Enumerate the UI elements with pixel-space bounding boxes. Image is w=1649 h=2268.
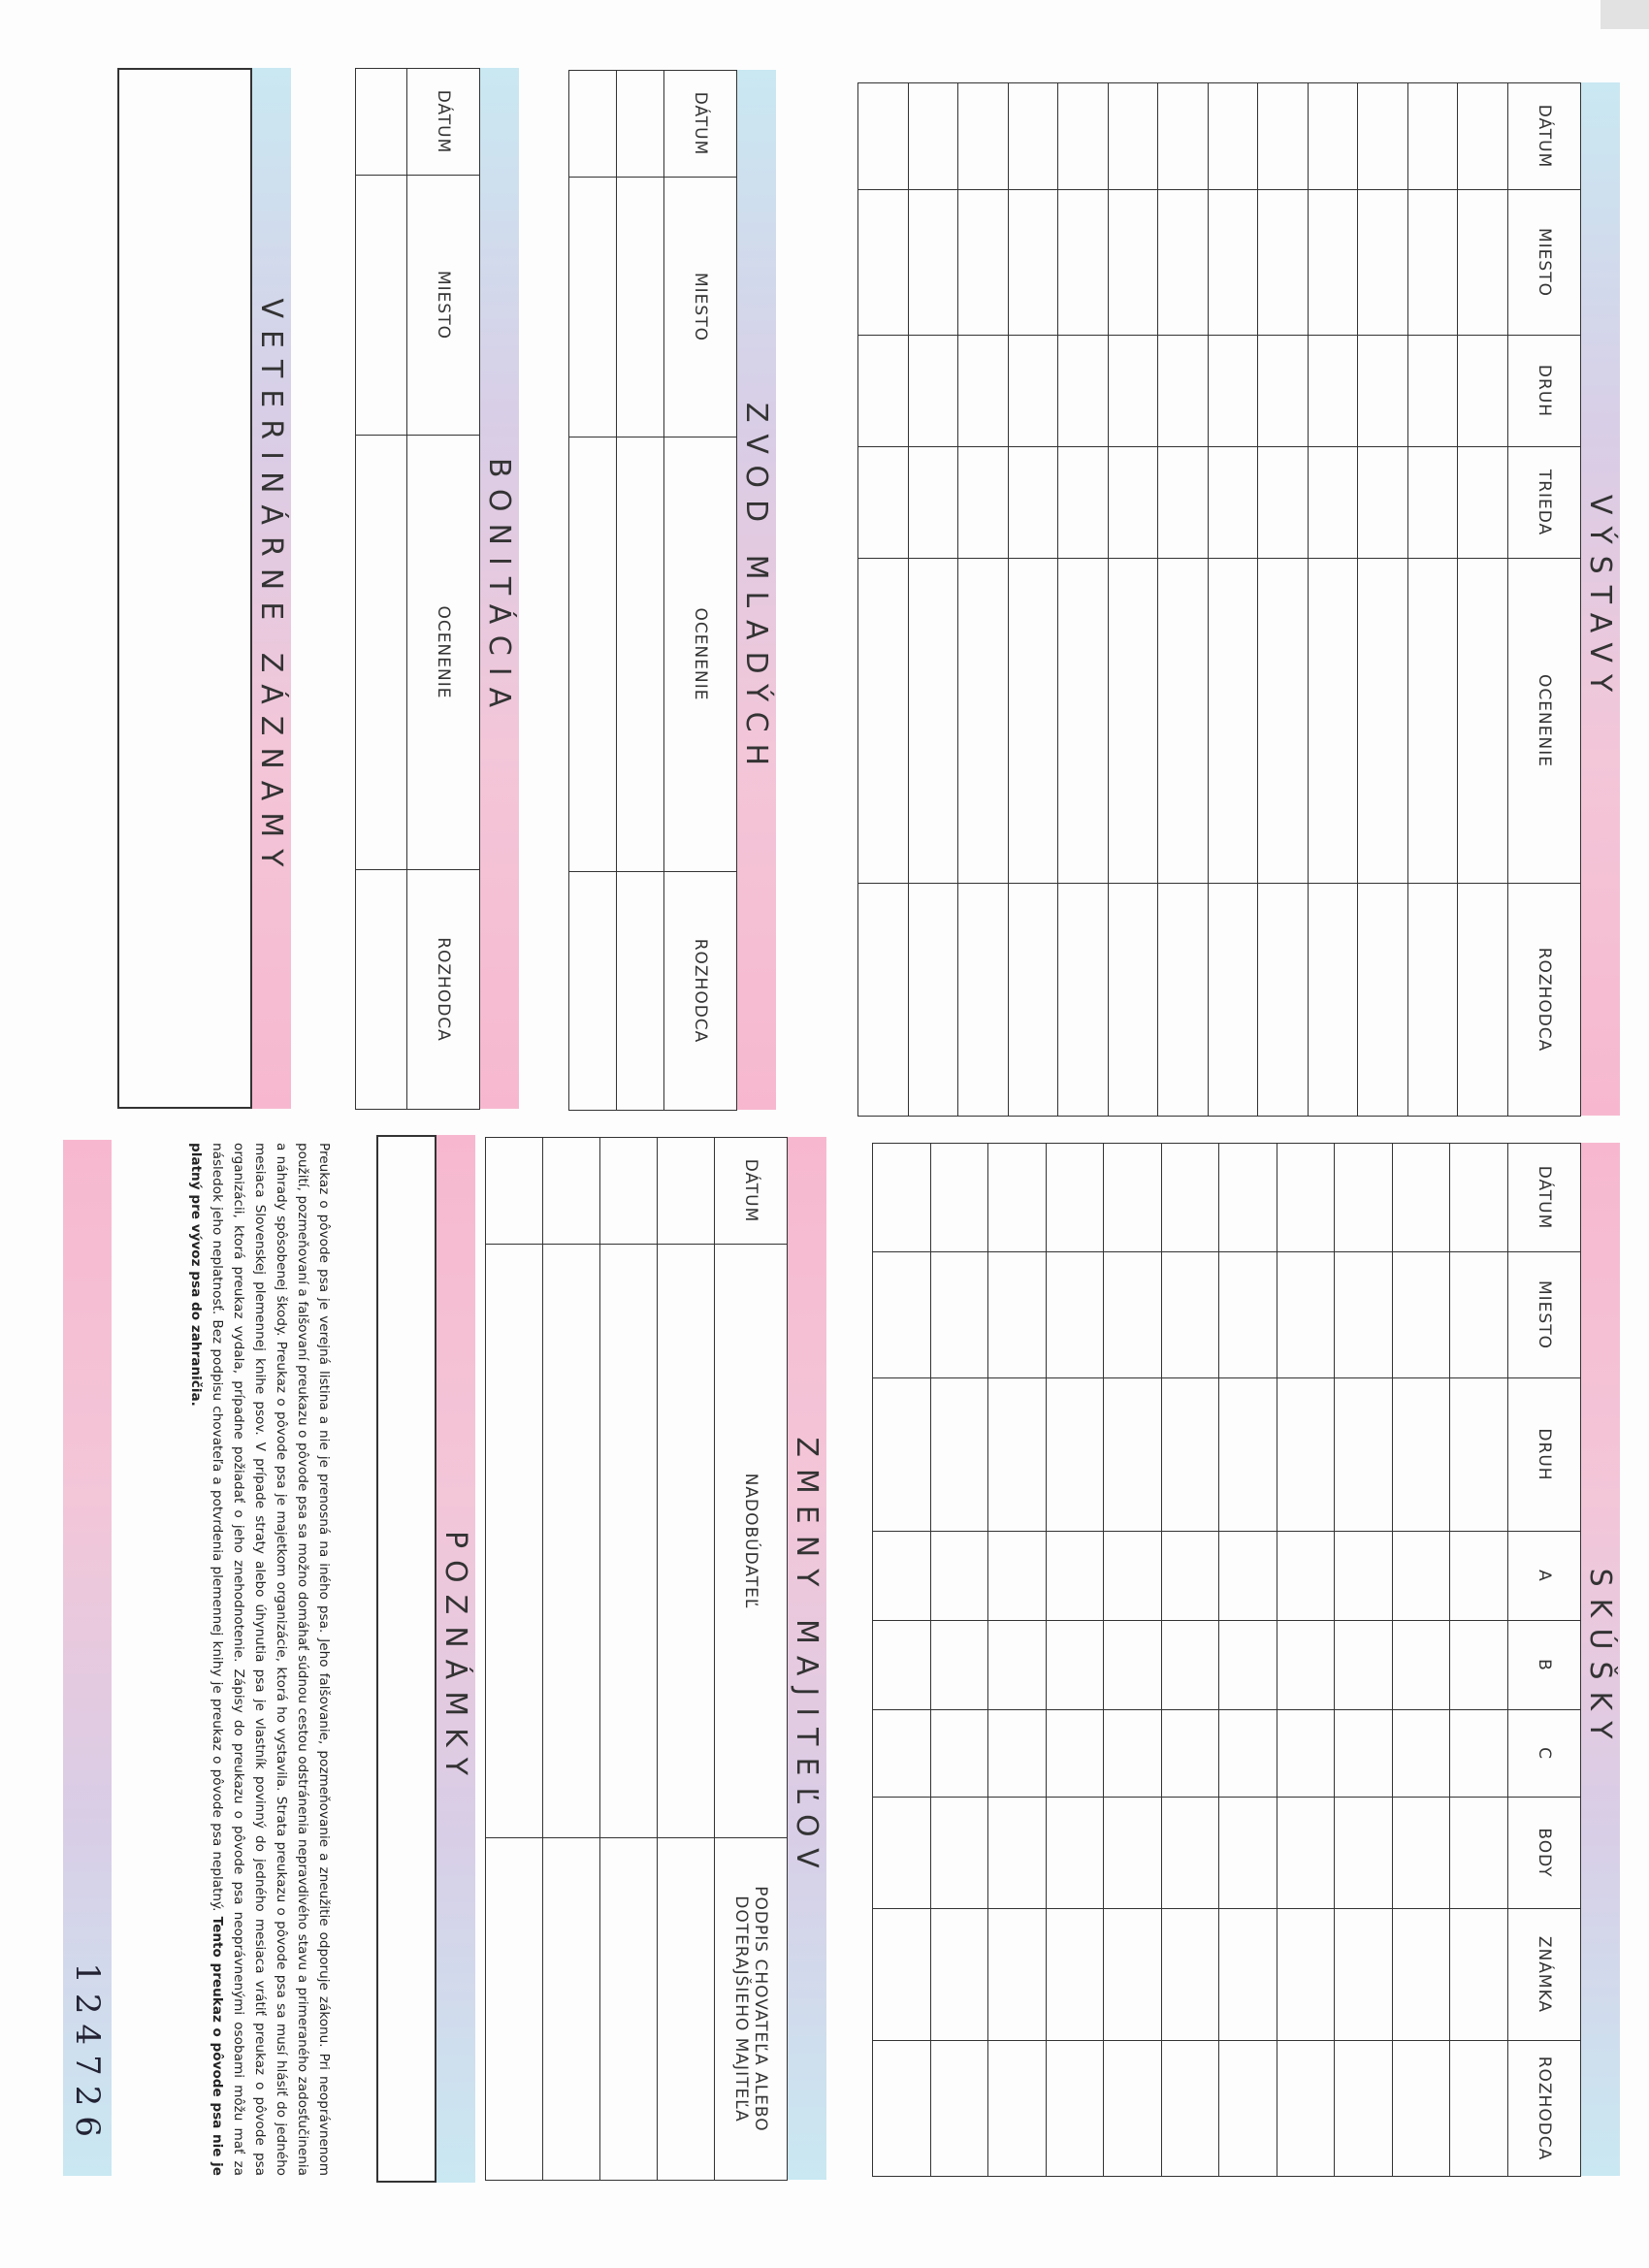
skusky-cell[interactable] [1335,1378,1393,1532]
skusky-col-header: A [1508,1532,1581,1621]
vystavy-cell[interactable] [1009,83,1059,190]
vystavy-cell[interactable] [1158,447,1209,559]
skusky-cell[interactable] [1450,2041,1508,2177]
skusky-cell[interactable] [1450,1532,1508,1621]
skusky-cell[interactable] [931,1144,989,1252]
veterinarne-title: VETERINÁRNE ZÁZNAMY [254,298,289,879]
vystavy-cell[interactable] [1109,884,1159,1117]
vystavy-cell[interactable] [1408,336,1459,447]
vystavy-cell[interactable] [1009,447,1059,559]
vystavy-cell[interactable] [958,83,1009,190]
skusky-cell[interactable] [1277,1252,1336,1378]
vystavy-cell[interactable] [1408,884,1459,1117]
zmeny-header-band [788,1137,826,2180]
zmeny-col-header: NADOBÚDATEĽ [715,1245,788,1838]
vystavy-cell[interactable] [1058,190,1109,336]
skusky-cell[interactable] [1335,1710,1393,1798]
vystavy-cell[interactable] [909,884,959,1117]
vystavy-cell[interactable] [1458,559,1508,884]
serial-number: 124726 [68,1962,107,2147]
skusky-cell[interactable] [1393,1252,1451,1378]
zvod-col-header: ROZHODCA [664,872,737,1111]
skusky-cell[interactable] [1450,1252,1508,1378]
zvod-cell[interactable] [569,437,617,872]
skusky-cell[interactable] [873,2041,931,2177]
zmeny-cell[interactable] [600,1138,658,1245]
vystavy-col-header: DÁTUM [1508,83,1581,190]
vystavy-cell[interactable] [1109,447,1159,559]
skusky-cell[interactable] [1104,1909,1162,2041]
skusky-cell[interactable] [1393,2041,1451,2177]
vystavy-cell[interactable] [1458,447,1508,559]
skusky-cell[interactable] [1393,1798,1451,1909]
table-row [988,1144,1047,2177]
zvod-col-header: OCENENIE [664,437,737,872]
table-row [1258,83,1309,1117]
skusky-col-header: DÁTUM [1508,1144,1581,1252]
skusky-col-header: DRUH [1508,1378,1581,1532]
zmeny-col-header: DÁTUM [715,1138,788,1245]
vystavy-cell[interactable] [1458,336,1508,447]
vystavy-cell[interactable] [1109,336,1159,447]
skusky-cell[interactable] [1335,1532,1393,1621]
bonitacia-table [355,68,480,1110]
skusky-cell[interactable] [873,1532,931,1621]
legal-notice [185,1143,335,2176]
vystavy-cell[interactable] [1058,83,1109,190]
vystavy-cell[interactable] [1209,447,1259,559]
zmeny-cell[interactable] [658,1138,715,1245]
vystavy-cell[interactable] [1358,336,1408,447]
skusky-cell[interactable] [1335,1144,1393,1252]
vystavy-cell[interactable] [1158,884,1209,1117]
vystavy-cell[interactable] [1309,559,1359,884]
skusky-title: SKÚŠKY [1583,1568,1618,1751]
vystavy-cell[interactable] [958,336,1009,447]
vystavy-cell[interactable] [1408,190,1459,336]
skusky-cell[interactable] [988,1909,1047,2041]
vystavy-col-header: TRIEDA [1508,447,1581,559]
skusky-cell[interactable] [1450,1144,1508,1252]
vystavy-cell[interactable] [909,447,959,559]
vystavy-cell[interactable] [1358,447,1408,559]
skusky-cell[interactable] [1277,1621,1336,1710]
table-row [1393,1144,1451,2177]
vystavy-cell[interactable] [1209,83,1259,190]
table-row [1047,1144,1105,2177]
skusky-cell[interactable] [1162,1144,1220,1252]
vystavy-cell[interactable] [1009,190,1059,336]
skusky-cell[interactable] [1162,1909,1220,2041]
skusky-cell[interactable] [1219,1798,1277,1909]
skusky-cell[interactable] [931,2041,989,2177]
table-row [1219,1144,1277,2177]
vystavy-cell[interactable] [1458,83,1508,190]
skusky-cell[interactable] [1104,1710,1162,1798]
skusky-cell[interactable] [1162,1378,1220,1532]
table-row [1408,83,1459,1117]
skusky-cell[interactable] [1450,1710,1508,1798]
zmeny-cell[interactable] [658,1838,715,2181]
table-row [1109,83,1159,1117]
vystavy-cell[interactable] [1258,559,1309,884]
zvod-cell[interactable] [617,178,664,437]
skusky-cell[interactable] [1393,1378,1451,1532]
vystavy-cell[interactable] [958,190,1009,336]
vystavy-cell[interactable] [958,447,1009,559]
table-row [958,83,1009,1117]
skusky-cell[interactable] [1104,1378,1162,1532]
table-row [858,83,909,1117]
bonitacia-cell[interactable] [356,69,407,176]
table-row [617,71,664,1111]
skusky-cell[interactable] [1047,1144,1105,1252]
zvod-header-row [664,71,737,1111]
zmeny-cell[interactable] [486,1245,543,1838]
table-row [1009,83,1059,1117]
vystavy-cell[interactable] [1258,83,1309,190]
zvod-cell[interactable] [569,872,617,1111]
vystavy-col-header: DRUH [1508,336,1581,447]
skusky-cell[interactable] [1277,2041,1336,2177]
skusky-cell[interactable] [1104,1798,1162,1909]
zmeny-title: ZMENY MAJITEĽOV [790,1437,824,1880]
vystavy-cell[interactable] [1209,884,1259,1117]
vystavy-cell[interactable] [1258,447,1309,559]
skusky-cell[interactable] [1104,1252,1162,1378]
zvod-cell[interactable] [569,178,617,437]
skusky-col-header: BODY [1508,1798,1581,1909]
skusky-col-header: ROZHODCA [1508,2041,1581,2177]
vystavy-table [858,82,1582,1117]
skusky-cell[interactable] [1219,1378,1277,1532]
skusky-cell[interactable] [1047,1252,1105,1378]
table-row [1458,83,1508,1117]
vystavy-cell[interactable] [1109,190,1159,336]
skusky-cell[interactable] [1219,1909,1277,2041]
zmeny-cell[interactable] [543,1245,600,1838]
vystavy-cell[interactable] [1158,336,1209,447]
bonitacia-col-header: DÁTUM [407,69,480,176]
vystavy-header-band [1581,82,1620,1116]
poznamky-header-band [436,1135,475,2183]
table-row [1058,83,1109,1117]
skusky-cell[interactable] [1335,2041,1393,2177]
skusky-cell[interactable] [1277,1378,1336,1532]
legal-notice-bold: Tento preukaz o pôvode psa nie je platný pre vývoz psa do zahraničia. [188,1143,225,2176]
skusky-cell[interactable] [1162,1252,1220,1378]
serial-band [63,1140,112,2176]
vystavy-cell[interactable] [1309,336,1359,447]
zvod-cell[interactable] [617,71,664,178]
table-row [569,71,617,1111]
skusky-cell[interactable] [988,1252,1047,1378]
vystavy-cell[interactable] [1209,336,1259,447]
vystavy-cell[interactable] [1408,447,1459,559]
vystavy-cell[interactable] [858,447,909,559]
skusky-cell[interactable] [1047,1378,1105,1532]
vystavy-cell[interactable] [1309,83,1359,190]
vystavy-cell[interactable] [1009,336,1059,447]
zvod-cell[interactable] [569,71,617,178]
skusky-cell[interactable] [1162,1532,1220,1621]
vystavy-cell[interactable] [1258,884,1309,1117]
zvod-header-band [737,70,776,1110]
skusky-cell[interactable] [1162,1798,1220,1909]
vystavy-cell[interactable] [958,884,1009,1117]
vystavy-cell[interactable] [1009,884,1059,1117]
vystavy-cell[interactable] [1158,190,1209,336]
skusky-cell[interactable] [1219,1532,1277,1621]
skusky-cell[interactable] [1219,1252,1277,1378]
vystavy-cell[interactable] [1408,559,1459,884]
zvod-title: ZVOD MLADÝCH [739,402,774,778]
table-row [356,69,407,1110]
bonitacia-header-band [480,68,519,1109]
skusky-col-header: C [1508,1710,1581,1798]
skusky-cell[interactable] [1219,2041,1277,2177]
veterinarne-box [117,68,252,1109]
table-row [1209,83,1259,1117]
skusky-cell[interactable] [1104,1532,1162,1621]
skusky-cell[interactable] [988,1710,1047,1798]
vystavy-cell[interactable] [1258,336,1309,447]
bonitacia-col-header: OCENENIE [407,436,480,870]
vystavy-header-row [1508,83,1581,1117]
skusky-cell[interactable] [1219,1710,1277,1798]
vystavy-cell[interactable] [1058,336,1109,447]
skusky-cell[interactable] [1104,1621,1162,1710]
vystavy-cell[interactable] [1109,559,1159,884]
vystavy-cell[interactable] [1058,447,1109,559]
skusky-cell[interactable] [1277,1532,1336,1621]
skusky-cell[interactable] [1335,1798,1393,1909]
zmeny-cell[interactable] [543,1138,600,1245]
poznamky-box [376,1135,436,2183]
vystavy-cell[interactable] [909,190,959,336]
skusky-cell[interactable] [988,1532,1047,1621]
vystavy-cell[interactable] [858,884,909,1117]
table-row [1158,83,1209,1117]
skusky-cell[interactable] [1047,1532,1105,1621]
skusky-cell[interactable] [873,1798,931,1909]
skusky-cell[interactable] [1393,1909,1451,2041]
bonitacia-col-header: MIESTO [407,176,480,436]
skusky-cell[interactable] [1047,1621,1105,1710]
zvod-table [568,70,737,1111]
skusky-cell[interactable] [988,1378,1047,1532]
skusky-cell[interactable] [931,1621,989,1710]
vystavy-cell[interactable] [1258,190,1309,336]
skusky-cell[interactable] [1277,1710,1336,1798]
zmeny-cell[interactable] [600,1245,658,1838]
zvod-col-header: MIESTO [664,178,737,437]
vystavy-cell[interactable] [1209,190,1259,336]
table-row [1335,1144,1393,2177]
skusky-col-header: B [1508,1621,1581,1710]
skusky-cell[interactable] [1393,1621,1451,1710]
skusky-header-row [1508,1144,1581,2177]
skusky-cell[interactable] [1277,1798,1336,1909]
table-row [1277,1144,1336,2177]
skusky-cell[interactable] [1335,1252,1393,1378]
skusky-cell[interactable] [873,1909,931,2041]
skusky-cell[interactable] [988,1621,1047,1710]
table-row [600,1138,658,2181]
skusky-cell[interactable] [1450,1378,1508,1532]
zmeny-cell[interactable] [658,1245,715,1838]
zmeny-cell[interactable] [543,1838,600,2181]
skusky-col-header: MIESTO [1508,1252,1581,1378]
legal-notice-text: Preukaz o pôvode psa je verejná listina a nie je prenosná na iného psa. Jeho falšovanie, pozmeňovanie a zneužitie odporuje zákonu. Pri neoprávnenom použití, pozmeňovaní a falšovaní preukazu o pôvode psa sa možno domáhať súdnou cestou odstránenia nepravdivého stavu a primeraného zadosťučinenia a náhrady spôsobenej škody. Preukaz o pôvode psa je majetkom organizácie, ktorá ho vystavila. Strata preukazu o pôvode psa sa musí hlásiť do jedného mesiaca Slovenskej plemennej knihe psov. V prípade straty alebo úhynutia psa je vlastník povinný do jedného mesiaca vrátiť preukaz o pôvode psa organizácii, ktorá preukaz vydala, prípadne požiadať o jeho znehodnotenie. Zápisy do preukazu o pôvode psa neoprávnenými osobami môžu mať za následok jeho neplatnosť. Bez podpisu chovateľa a potvrdenia plemennej knihy je preukaz o pôvode psa neplatný. [210,1143,332,2176]
vystavy-cell[interactable] [1058,884,1109,1117]
skusky-cell[interactable] [1162,2041,1220,2177]
skusky-cell[interactable] [988,1798,1047,1909]
skusky-cell[interactable] [1335,1621,1393,1710]
skusky-cell[interactable] [1162,1710,1220,1798]
vystavy-cell[interactable] [858,83,909,190]
table-row [1450,1144,1508,2177]
zvod-cell[interactable] [617,872,664,1111]
vystavy-cell[interactable] [1458,884,1508,1117]
vystavy-cell[interactable] [858,559,909,884]
zvod-cell[interactable] [617,437,664,872]
bonitacia-cell[interactable] [356,436,407,870]
table-row [909,83,959,1117]
vystavy-cell[interactable] [1158,83,1209,190]
vystavy-cell[interactable] [909,336,959,447]
skusky-cell[interactable] [1277,1144,1336,1252]
skusky-cell[interactable] [1450,1621,1508,1710]
vystavy-cell[interactable] [1309,447,1359,559]
skusky-col-header: ZNÁMKA [1508,1909,1581,2041]
table-row [1104,1144,1162,2177]
skusky-cell[interactable] [1047,1909,1105,2041]
skusky-cell[interactable] [931,1252,989,1378]
vystavy-cell[interactable] [1358,190,1408,336]
skusky-cell[interactable] [873,1144,931,1252]
skusky-cell[interactable] [931,1710,989,1798]
veterinarne-header-band [252,68,291,1109]
skusky-cell[interactable] [1393,1532,1451,1621]
skusky-cell[interactable] [1104,1144,1162,1252]
bonitacia-title: BONITÁCIA [482,457,517,720]
vystavy-cell[interactable] [1058,559,1109,884]
zmeny-cell[interactable] [600,1838,658,2181]
skusky-cell[interactable] [931,1909,989,2041]
skusky-cell[interactable] [1047,1710,1105,1798]
vystavy-title: VÝSTAVY [1583,494,1618,704]
skusky-cell[interactable] [873,1378,931,1532]
table-row [486,1138,543,2181]
vystavy-cell[interactable] [909,83,959,190]
vystavy-cell[interactable] [1158,559,1209,884]
skusky-cell[interactable] [1162,1621,1220,1710]
bonitacia-cell[interactable] [356,870,407,1110]
vystavy-cell[interactable] [1408,83,1459,190]
table-row [1162,1144,1220,2177]
zmeny-col-header: PODPIS CHOVATEĽA ALEBO DOTERAJŠIEHO MAJITEĽA [715,1838,788,2181]
skusky-cell[interactable] [988,1144,1047,1252]
vystavy-cell[interactable] [958,559,1009,884]
vystavy-cell[interactable] [1358,884,1408,1117]
skusky-cell[interactable] [873,1621,931,1710]
skusky-cell[interactable] [1393,1144,1451,1252]
bonitacia-header-row [407,69,480,1110]
table-row [1309,83,1359,1117]
vystavy-cell[interactable] [909,559,959,884]
skusky-cell[interactable] [931,1798,989,1909]
bonitacia-col-header: ROZHODCA [407,870,480,1110]
table-row [1358,83,1408,1117]
vystavy-cell[interactable] [1009,559,1059,884]
skusky-cell[interactable] [988,2041,1047,2177]
vystavy-cell[interactable] [1109,83,1159,190]
skusky-cell[interactable] [931,1532,989,1621]
skusky-cell[interactable] [1335,1909,1393,2041]
skusky-cell[interactable] [931,1378,989,1532]
zvod-col-header: DÁTUM [664,71,737,178]
zmeny-cell[interactable] [486,1138,543,1245]
table-row [658,1138,715,2181]
vystavy-cell[interactable] [1358,83,1408,190]
zmeny-table [485,1137,788,2181]
table-row [873,1144,931,2177]
skusky-cell[interactable] [1450,1909,1508,2041]
skusky-cell[interactable] [873,1710,931,1798]
vystavy-cell[interactable] [858,336,909,447]
skusky-cell[interactable] [873,1252,931,1378]
skusky-cell[interactable] [1047,1798,1105,1909]
vystavy-col-header: OCENENIE [1508,559,1581,884]
skusky-cell[interactable] [1104,2041,1162,2177]
zmeny-header-row [715,1138,788,2181]
skusky-cell[interactable] [1450,1798,1508,1909]
skusky-cell[interactable] [1219,1621,1277,1710]
vystavy-cell[interactable] [1309,884,1359,1117]
bonitacia-cell[interactable] [356,176,407,436]
poznamky-title: POZNÁMKY [438,1530,473,1788]
table-row [543,1138,600,2181]
zmeny-cell[interactable] [486,1838,543,2181]
vystavy-col-header: MIESTO [1508,190,1581,336]
skusky-cell[interactable] [1047,2041,1105,2177]
skusky-cell[interactable] [1277,1909,1336,2041]
skusky-header-band [1581,1143,1620,2176]
vystavy-cell[interactable] [1309,190,1359,336]
skusky-cell[interactable] [1393,1710,1451,1798]
skusky-cell[interactable] [1219,1144,1277,1252]
skusky-table [873,1143,1582,2177]
vystavy-col-header: ROZHODCA [1508,884,1581,1117]
vystavy-cell[interactable] [858,190,909,336]
vystavy-cell[interactable] [1458,190,1508,336]
table-row [931,1144,989,2177]
vystavy-cell[interactable] [1209,559,1259,884]
vystavy-cell[interactable] [1358,559,1408,884]
